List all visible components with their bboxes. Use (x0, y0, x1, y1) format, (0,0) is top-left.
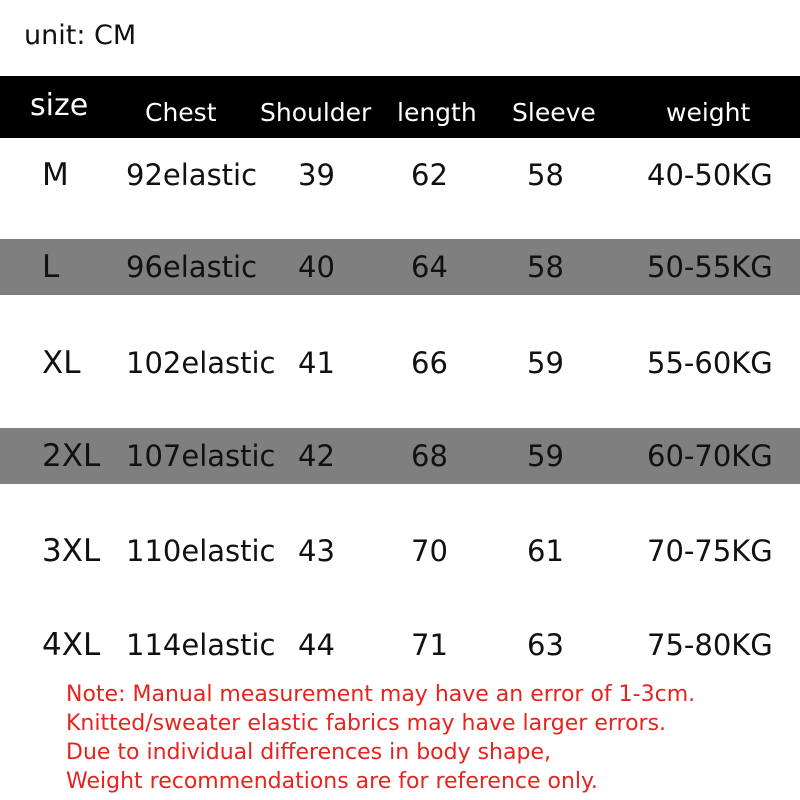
cell-size: M (42, 157, 69, 193)
table-row (0, 523, 800, 579)
cell-weight: 75-80KG (647, 628, 773, 662)
table-row (0, 335, 800, 391)
cell-chest: 114elastic (126, 628, 276, 662)
cell-length: 64 (411, 250, 448, 284)
header-weight: weight (666, 98, 751, 127)
note-line: Due to individual differences in body shape, (66, 740, 551, 765)
cell-shoulder: 43 (298, 534, 335, 568)
cell-length: 71 (411, 628, 448, 662)
header-sleeve: Sleeve (512, 98, 596, 127)
cell-sleeve: 59 (527, 346, 564, 380)
note-line: Note: Manual measurement may have an error of 1-3cm. (66, 682, 696, 707)
cell-sleeve: 61 (527, 534, 564, 568)
cell-weight: 55-60KG (647, 346, 773, 380)
cell-sleeve: 58 (527, 158, 564, 192)
cell-size: XL (42, 345, 81, 381)
table-row (0, 617, 800, 673)
cell-weight: 40-50KG (647, 158, 773, 192)
table-row (0, 428, 800, 484)
cell-sleeve: 63 (527, 628, 564, 662)
cell-chest: 92elastic (126, 158, 258, 192)
cell-shoulder: 40 (298, 250, 335, 284)
measurement-note (66, 680, 786, 796)
cell-shoulder: 39 (298, 158, 335, 192)
cell-shoulder: 42 (298, 439, 335, 473)
cell-shoulder: 44 (298, 628, 335, 662)
cell-size: L (42, 249, 60, 285)
table-row (0, 239, 800, 295)
size-table-header (0, 76, 800, 138)
unit-label: unit: CM (24, 20, 137, 51)
cell-length: 68 (411, 439, 448, 473)
cell-weight: 70-75KG (647, 534, 773, 568)
cell-size: 2XL (42, 438, 101, 474)
header-length: length (397, 98, 477, 127)
cell-chest: 102elastic (126, 346, 276, 380)
header-chest: Chest (145, 98, 217, 127)
cell-length: 66 (411, 346, 448, 380)
table-row (0, 147, 800, 203)
cell-length: 62 (411, 158, 448, 192)
cell-size: 4XL (42, 627, 101, 663)
cell-sleeve: 59 (527, 439, 564, 473)
cell-sleeve: 58 (527, 250, 564, 284)
cell-chest: 96elastic (126, 250, 258, 284)
cell-chest: 107elastic (126, 439, 276, 473)
cell-length: 70 (411, 534, 448, 568)
cell-weight: 60-70KG (647, 439, 773, 473)
header-size: size (30, 88, 89, 123)
note-line: Weight recommendations are for reference only. (66, 769, 598, 794)
header-shoulder: Shoulder (260, 98, 372, 127)
cell-weight: 50-55KG (647, 250, 773, 284)
note-line: Knitted/sweater elastic fabrics may have larger errors. (66, 711, 667, 736)
cell-chest: 110elastic (126, 534, 276, 568)
cell-shoulder: 41 (298, 346, 335, 380)
cell-size: 3XL (42, 533, 101, 569)
